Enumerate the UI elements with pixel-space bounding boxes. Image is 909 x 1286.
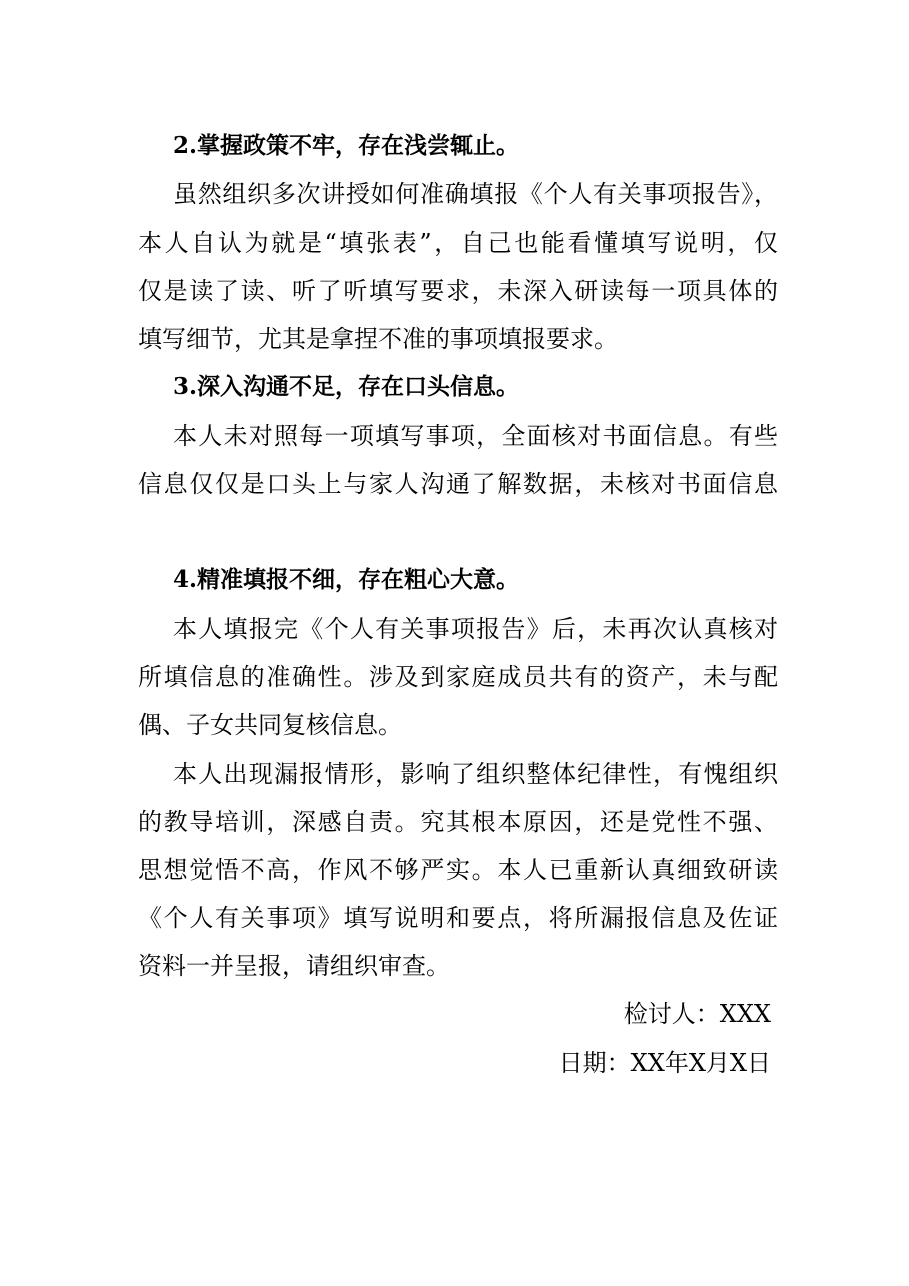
section-3-line-1: 本人未对照每一项填写事项，全面核对书面信息。有些 [173, 422, 778, 450]
section-4-heading: 4.精准填报不细，存在粗心大意。 [173, 566, 520, 593]
section-2-line-3: 仅是读了读、听了听填写要求，未深入研读每一项具体的 [138, 277, 778, 305]
section-2-heading: 2.掌握政策不牢，存在浅尝辄止。 [173, 132, 520, 159]
conclusion-line-1: 本人出现漏报情形，影响了组织整体纪律性，有愧组织 [173, 760, 778, 788]
section-3-line-2: 信息仅仅是口头上与家人沟通了解数据，未核对书面信息 [138, 470, 778, 498]
conclusion-line-4: 《个人有关事项》填写说明和要点，将所漏报信息及佐证 [138, 904, 778, 932]
section-4-line-1: 本人填报完《个人有关事项报告》后，未再次认真核对 [173, 615, 778, 643]
conclusion-line-5: 资料一并呈报，请组织审查。 [138, 952, 450, 980]
section-2-line-2: 本人自认为就是“填张表”，自己也能看懂填写说明，仅 [138, 229, 778, 257]
signature-date: 日期：XX年X月X日 [558, 1049, 771, 1077]
reviewer-signature: 检讨人：XXX [623, 1000, 771, 1028]
conclusion-line-3: 思想觉悟不高，作风不够严实。本人已重新认真细致研读 [138, 856, 778, 884]
conclusion-line-2: 的教导培训，深感自责。究其根本原因，还是党性不强、 [138, 808, 778, 836]
section-4-line-3: 偶、子女共同复核信息。 [138, 711, 402, 739]
section-3-heading: 3.深入沟通不足，存在口头信息。 [173, 373, 520, 400]
section-4-line-2: 所填信息的准确性。涉及到家庭成员共有的资产，未与配 [138, 663, 778, 691]
section-2-line-1: 虽然组织多次讲授如何准确填报《个人有关事项报告》， [173, 180, 778, 208]
section-2-line-4: 填写细节，尤其是拿捏不准的事项填报要求。 [138, 325, 618, 353]
